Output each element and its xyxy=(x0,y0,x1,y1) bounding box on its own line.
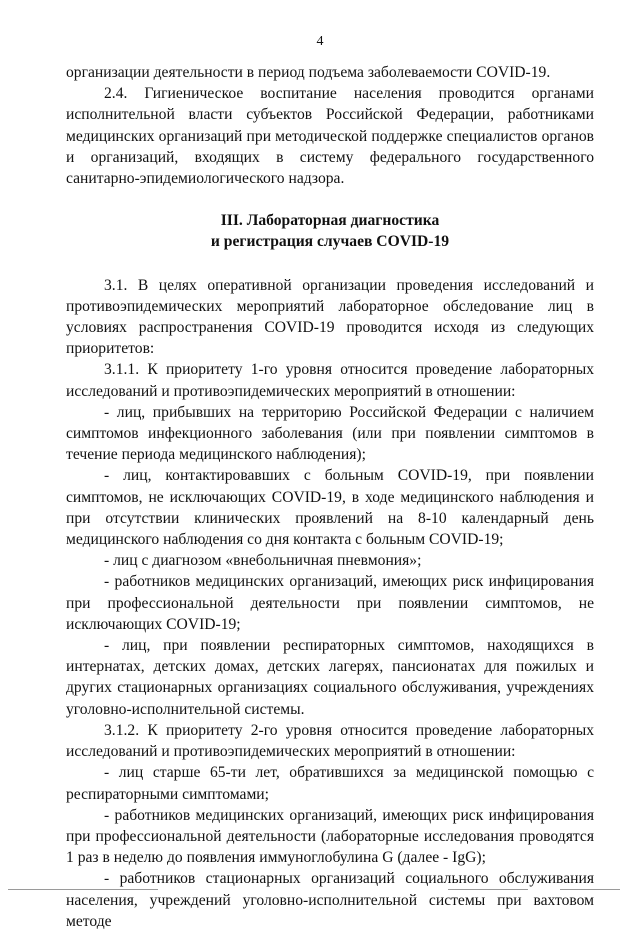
list-item: - работников медицинских организаций, имеющих риск инфицирования при профессиональной деятельности (лабораторные исследования проводятся 1 раз в неделю до появления иммуноглобулина G (далее - IgG); xyxy=(66,806,594,867)
scan-artifact-line xyxy=(8,889,158,890)
list-item: - лиц, прибывших на территорию Российской Федерации с наличием симптомов инфекционного заболевания (или при появлении симптомов в течение периода медицинского наблюдения); xyxy=(66,403,594,464)
paragraph-3-1-2: 3.1.2. К приоритету 2-го уровня относится проведение лабораторных исследований и противоэпидемических мероприятий в отношении: xyxy=(66,721,594,761)
paragraph-3-1: 3.1. В целях оперативной организации проведения исследований и противоэпидемических мероприятий лабораторное обследование лиц в условиях распространения COVID-19 проводится исходя из следующих приоритетов: xyxy=(66,276,594,358)
section-title-line-2: и регистрация случаев COVID-19 xyxy=(210,233,450,251)
page-number: 4 xyxy=(316,34,324,49)
list-item: - лиц старше 65-ти лет, обратившихся за медицинской помощью с респираторными симптомами; xyxy=(66,764,594,803)
section-title-line-1: III. Лабораторная диагностика xyxy=(220,212,440,230)
list-item: - лиц с диагнозом «внебольничная пневмония»; xyxy=(104,552,422,570)
paragraph-continuation: организации деятельности в период подъема заболеваемости COVID-19. xyxy=(66,64,551,81)
document-body xyxy=(66,62,594,932)
scan-artifact-line xyxy=(560,889,620,890)
section-heading xyxy=(66,210,594,252)
list-item: - лиц, контактировавших с больным COVID-19, при появлении симптомов, не исключающих COVID-19, в ходе медицинского наблюдения и при отсутствии клинических проявлений на 8-10 календарный день медицинского наблюдения со дня контакта с больным COVID-19; xyxy=(66,467,594,549)
paragraph-3-1-1: 3.1.1. К приоритету 1-го уровня относится проведение лабораторных исследований и противоэпидемических мероприятий в отношении: xyxy=(66,361,594,400)
list-item: - работников стационарных организаций социального обслуживания населения, учреждений уголовно-исполнительной системы при вахтовом методе xyxy=(66,870,594,930)
list-item: - работников медицинских организаций, имеющих риск инфицирования при профессиональной деятельности при появлении симптомов, не исключающих COVID-19; xyxy=(66,573,594,633)
list-item: - лиц, при появлении респираторных симптомов, находящихся в интернатах, детских домах, детских лагерях, пансионатах для пожилых и других стационарных организациях социального обслуживания, учреждениях уголовно-исполнительной системы. xyxy=(66,637,594,718)
paragraph-2-4: 2.4. Гигиеническое воспитание населения проводится органами исполнительной власти субъектов Российской Федерации, работниками медицинских организаций при методической поддержке специалистов органов и организаций, входящих в систему федерального государственного санитарно-эпидемиологического надзора. xyxy=(66,85,594,188)
scan-artifact-line xyxy=(448,889,528,890)
